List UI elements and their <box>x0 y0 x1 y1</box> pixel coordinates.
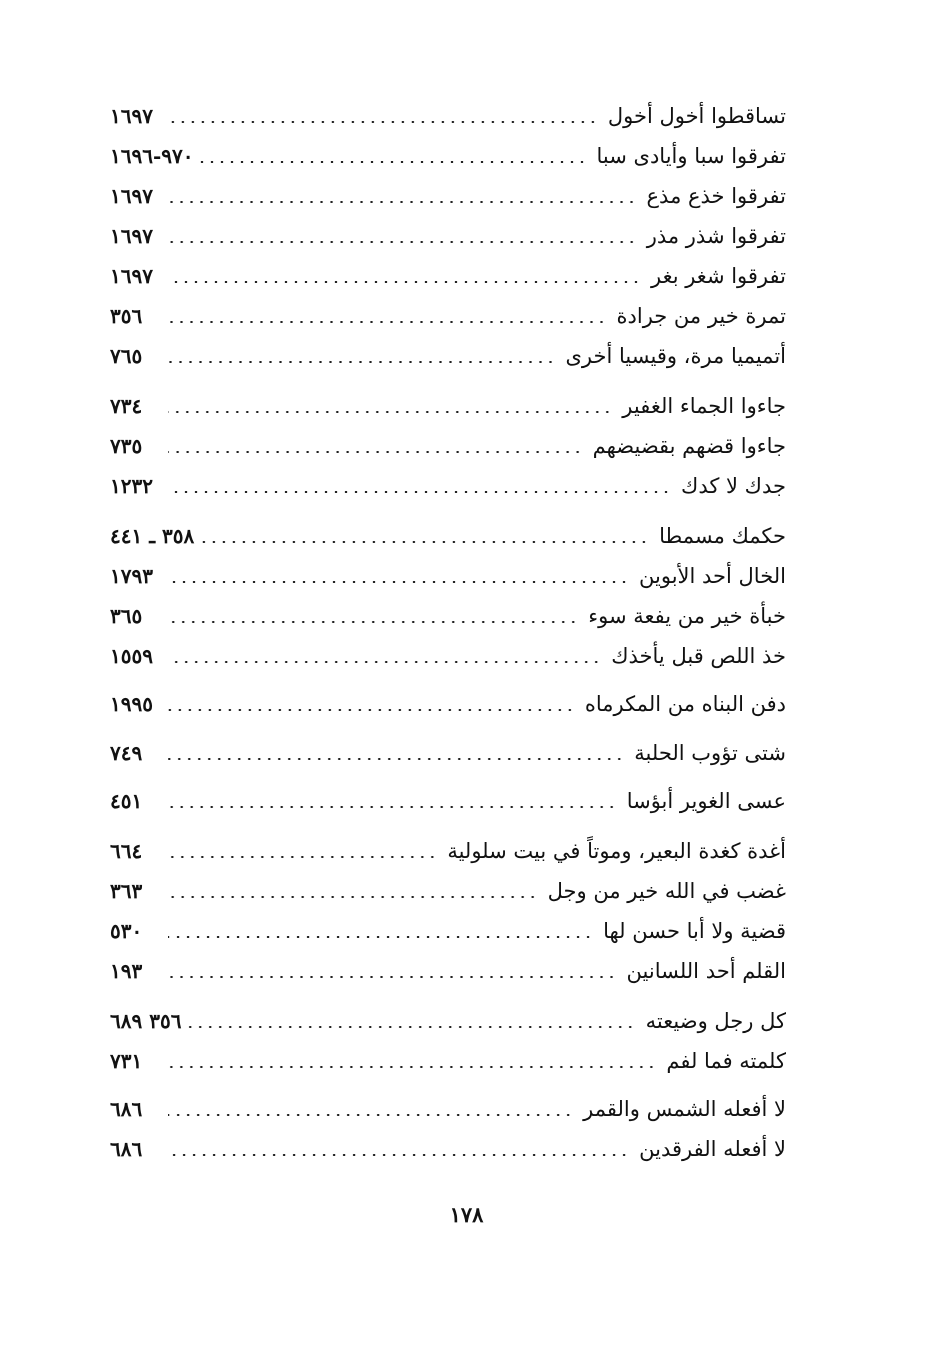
index-entry <box>110 516 786 556</box>
entry-page-refs: ١٩٣ <box>110 959 143 983</box>
entry-proverb: تفرقوا خذع مذع <box>646 184 786 208</box>
index-entry <box>110 256 786 296</box>
index-entry <box>110 1001 786 1041</box>
entry-page-refs: ١٧٩٣ <box>110 564 153 588</box>
entry-proverb: أغدة كغدة البعير، وموتاً في بيت سلولية <box>447 839 786 863</box>
entry-page-refs: ١٥٥٩ <box>110 644 153 668</box>
dot-leader <box>168 451 583 453</box>
entry-page-refs: ١٢٣٢ <box>110 474 153 498</box>
index-entry <box>110 176 786 216</box>
index-entry <box>110 1089 786 1129</box>
entry-proverb: خذ اللص قبل يأخذك <box>611 644 786 668</box>
entry-page-refs: ٣٥٦ <box>110 304 143 328</box>
dot-leader <box>168 201 637 203</box>
index-entry <box>110 911 786 951</box>
index-entry <box>110 296 786 336</box>
entry-proverb: جاءوا الجماء الغفير <box>622 394 786 418</box>
dot-leader <box>168 1066 656 1068</box>
entry-proverb: تفرقوا سبا وأيادى سبا <box>596 144 786 168</box>
dot-leader <box>168 411 612 413</box>
entry-proverb: تفرقوا شغر بغر <box>650 264 786 288</box>
dot-leader <box>168 709 575 711</box>
entry-proverb: قضية ولا أبا حسن لها <box>603 919 786 943</box>
dot-leader <box>168 856 437 858</box>
dot-leader <box>168 758 624 760</box>
entry-proverb: جدك لا كدك <box>681 474 786 498</box>
dot-leader <box>168 1114 573 1116</box>
dot-leader <box>168 806 617 808</box>
entry-page-refs: ٧٣١ <box>110 1049 143 1073</box>
entry-proverb: تفرقوا شذر مذر <box>646 224 786 248</box>
dot-leader <box>168 1154 629 1156</box>
entry-page-refs: ١٦٩٧ <box>110 224 153 248</box>
entry-proverb: غضب في الله خير من وجل <box>547 879 786 903</box>
entry-page-refs: ٧٤٩ <box>110 741 143 765</box>
index-entry <box>110 831 786 871</box>
index-entry <box>110 1129 786 1169</box>
entry-page-refs: ٦٨٦ <box>110 1097 143 1121</box>
entry-proverb: لا أفعله الشمس والقمر <box>583 1097 786 1121</box>
dot-leader <box>185 1026 635 1028</box>
entry-proverb: الخال أحد الأبوين <box>639 564 786 588</box>
dot-leader <box>168 491 671 493</box>
page-number: ١٧٨ <box>449 1202 484 1227</box>
entry-page-refs: ١٦٩٧ <box>110 264 153 288</box>
entry-page-refs: ٧٣٥ <box>110 434 143 458</box>
entry-proverb: شتى تؤوب الحلبة <box>634 741 786 765</box>
dot-leader <box>198 541 649 543</box>
index-entry <box>110 781 786 821</box>
entry-page-refs: ١٦٩٧ <box>110 184 153 208</box>
entry-proverb: دفن البناه من المكرماه <box>584 692 786 716</box>
entry-page-refs: ٣٥٨ ـ ٤٤١ <box>110 524 195 548</box>
index-entry <box>110 636 786 676</box>
entry-page-refs: ٧٣٤ <box>110 394 143 418</box>
index-entry <box>110 426 786 466</box>
index-entry <box>110 466 786 506</box>
index-entry <box>110 684 786 724</box>
index-entry <box>110 596 786 636</box>
entry-proverb: جاءوا قضهم بقضيضهم <box>592 434 786 458</box>
dot-leader <box>168 121 598 123</box>
entry-proverb: القلم أحد اللسانين <box>626 959 786 983</box>
dot-leader <box>168 661 601 663</box>
entry-proverb: تمرة خير من جرادة <box>616 304 786 328</box>
entry-page-refs: ٣٦٥ <box>110 604 143 628</box>
index-entry <box>110 96 786 136</box>
entry-page-refs: ٥٣٠ <box>110 919 143 943</box>
index-entry <box>110 951 786 991</box>
index-entry <box>110 871 786 911</box>
dot-leader <box>168 581 629 583</box>
index-entry <box>110 556 786 596</box>
entry-proverb: كل رجل وضيعته <box>645 1009 786 1033</box>
index-entry <box>110 1041 786 1081</box>
index-entry <box>110 216 786 256</box>
entry-proverb: كلمته فما لفم <box>666 1049 786 1073</box>
entry-proverb: لا أفعله الفرقدين <box>639 1137 786 1161</box>
entry-page-refs: ٣٦٣ <box>110 879 143 903</box>
dot-leader <box>168 321 607 323</box>
entry-page-refs: ٦٦٤ <box>110 839 143 863</box>
entry-page-refs: ١٩٩٥ <box>110 692 153 716</box>
entry-page-refs: ٦٨٦ <box>110 1137 143 1161</box>
dot-leader <box>168 621 578 623</box>
index-entry <box>110 733 786 773</box>
dot-leader <box>168 361 556 363</box>
entry-proverb: حكمك مسمطا <box>659 524 786 548</box>
dot-leader <box>168 976 617 978</box>
entry-proverb: أتميميا مرة، وقيسيا أخرى <box>565 344 786 368</box>
dot-leader <box>198 161 587 163</box>
entry-page-refs: ٧٦٥ <box>110 344 143 368</box>
entry-proverb: عسى الغوير أبؤسا <box>626 789 786 813</box>
dot-leader <box>168 936 593 938</box>
entry-page-refs: ٩٧٠-١٦٩٦ <box>110 144 194 168</box>
index-entry <box>110 336 786 376</box>
entry-page-refs: ٤٥١ <box>110 789 143 813</box>
entry-proverb: تساقطوا أخول أخول <box>607 104 786 128</box>
entry-page-refs: ٣٥٦ ٦٨٩ <box>110 1009 182 1033</box>
index-entry <box>110 136 786 176</box>
dot-leader <box>168 896 538 898</box>
entry-proverb: خبأة خير من يفعة سوء <box>588 604 786 628</box>
dot-leader <box>168 281 641 283</box>
entry-page-refs: ١٦٩٧ <box>110 104 153 128</box>
dot-leader <box>168 241 637 243</box>
index-entry <box>110 386 786 426</box>
